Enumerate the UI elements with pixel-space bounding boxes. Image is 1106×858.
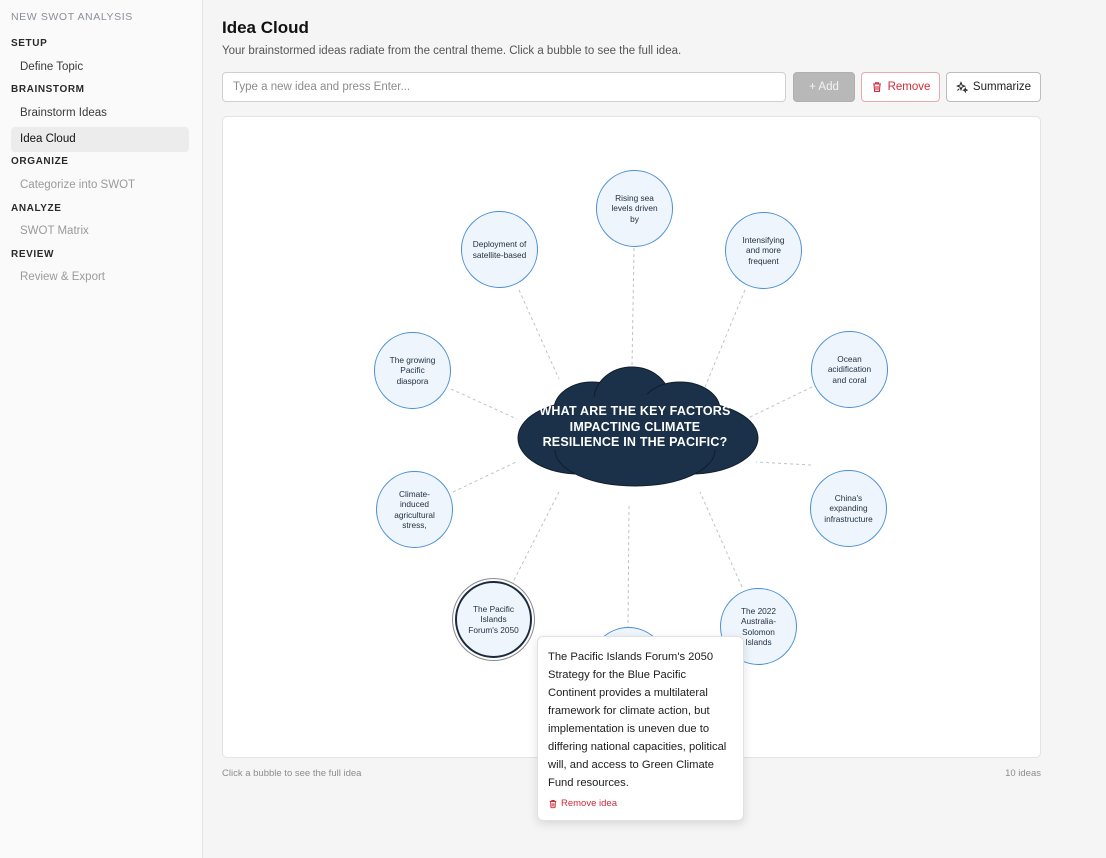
page-subtitle: Your brainstormed ideas radiate from the central theme. Click a bubble to see the full idea. [222,45,682,57]
idea-bubble[interactable]: Ocean acidification and coral [811,331,888,408]
sidebar-item-categorize[interactable]: Categorize into SWOT [20,179,136,191]
sidebar-item-brainstorm-ideas[interactable]: Brainstorm Ideas [20,107,107,119]
idea-bubble[interactable]: Deployment of satellite-based [461,211,538,288]
remove-idea-link[interactable] [548,798,734,809]
remove-idea-label: Remove idea [561,798,617,809]
remove-button-label: Remove [887,81,931,93]
connector-line [628,505,629,629]
connector-line [756,462,811,465]
idea-bubble[interactable]: Climate-induced agricultural stress, [376,471,453,548]
sidebar [0,0,203,858]
trash-icon [871,81,883,93]
central-theme-cloud [510,366,760,488]
sidebar-item-swot-matrix[interactable]: SWOT Matrix [20,225,89,237]
idea-count: 10 ideas [1005,768,1041,779]
idea-bubble[interactable]: The growing Pacific diaspora [374,332,451,409]
sidebar-item-define-topic[interactable]: Define Topic [20,61,84,73]
sidebar-item-idea-cloud[interactable]: Idea Cloud [11,127,189,152]
section-brainstorm: BRAINSTORM [11,84,85,95]
section-setup: SETUP [11,38,48,49]
add-button[interactable] [793,72,855,102]
section-review: REVIEW [11,249,55,260]
section-analyze: ANALYZE [11,203,62,214]
page-title: Idea Cloud [222,18,309,37]
idea-full-text: The Pacific Islands Forum's 2050 Strategy for the Blue Pacific Continent provides a multilateral framework for climate action, but implementation is uneven due to differing national capacities, political will, and access to Green Climate Fund resources. [548,651,727,789]
idea-bubble[interactable]: Rising sea levels driven by [596,170,673,247]
idea-bubble[interactable]: The 2022 Australia-Solomon Islands [720,588,797,665]
central-theme-text: WHAT ARE THE KEY FACTORS IMPACTING CLIMATE RESILIENCE IN THE PACIFIC? [539,404,731,449]
connector-line [700,492,742,587]
idea-bubble-selected[interactable]: The Pacific Islands Forum's 2050 [455,581,532,658]
app-title: NEW SWOT ANALYSIS [11,11,133,23]
sparkles-icon [956,81,968,93]
connector-line [514,492,559,580]
summarize-button[interactable] [946,72,1041,102]
connector-line [632,248,634,367]
connector-line [453,462,516,492]
footer-hint: Click a bubble to see the full idea [222,768,362,779]
add-button-label: + Add [809,81,839,93]
trash-icon [548,799,558,809]
connector-line [451,389,517,419]
summarize-button-label: Summarize [972,81,1032,93]
main-content [203,0,1106,858]
idea-bubble[interactable]: Intensifying and more frequent [725,212,802,289]
sidebar-item-review-export[interactable]: Review & Export [20,271,106,283]
idea-detail-popover [537,636,744,821]
idea-bubble[interactable]: China's expanding infrastructure [810,470,887,547]
remove-button[interactable] [861,72,940,102]
section-organize: ORGANIZE [11,156,69,167]
new-idea-input[interactable] [222,72,786,102]
